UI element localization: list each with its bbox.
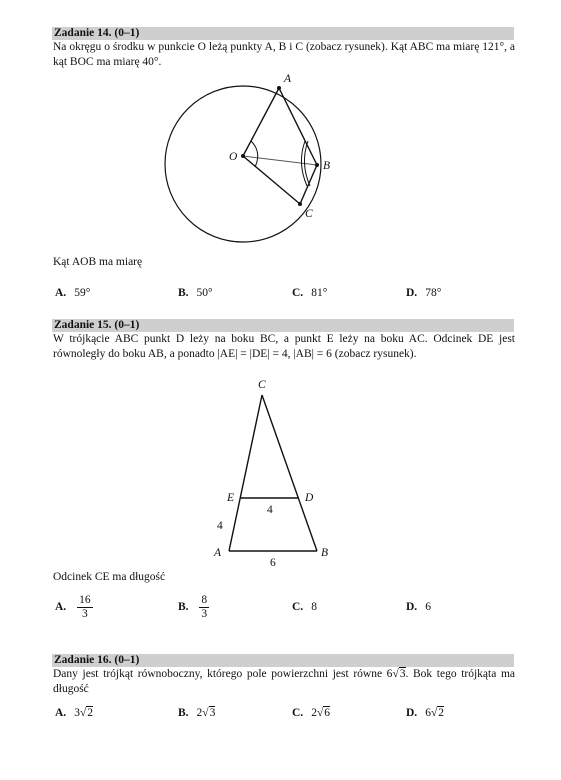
task16-answer-c[interactable]: C. 2√6 xyxy=(292,707,330,719)
label-D: D xyxy=(305,492,314,504)
task16-answer-d[interactable]: D. 6√2 xyxy=(406,707,444,719)
task14-text: Na okręgu o środku w punkcie O leżą punkty A, B i C (zobacz rysunek). Kąt ABC ma miarę 121°, a kąt BOC ma miarę 40°. xyxy=(53,41,515,68)
task16-text: Dany jest trójkąt równoboczny, którego pole powierzchni jest równe 6√3. Bok tego trójkąta ma długość xyxy=(53,668,515,695)
task15-answer-b[interactable]: B. $\frac{8}{3}$ xyxy=(178,594,208,620)
point-O xyxy=(241,154,245,158)
label-C: C xyxy=(258,379,266,391)
circle xyxy=(165,86,321,242)
sqrt-sign: √ xyxy=(392,668,399,680)
fraction: $\frac{16}{3}$ xyxy=(79,594,91,620)
point-B xyxy=(315,163,319,167)
label-A: A xyxy=(284,73,292,85)
task16-header: Zadanie 16. (0–1) xyxy=(52,654,514,667)
segment-OA xyxy=(243,88,279,156)
task15-answer-c[interactable]: C. 8 xyxy=(292,601,317,613)
label-C: C xyxy=(305,208,313,220)
label-B: B xyxy=(321,547,329,559)
label-B: B xyxy=(323,160,331,172)
task16-answer-a[interactable]: A. 3√2 xyxy=(55,707,93,719)
segment-OB xyxy=(243,156,317,165)
segment-OC xyxy=(243,156,300,204)
task15-answer-a[interactable]: A. $\frac{16}{3}$ xyxy=(55,594,91,620)
task14-answer-b[interactable]: B. 50° xyxy=(178,287,213,299)
point-C xyxy=(298,202,302,206)
label-O: O xyxy=(229,151,238,163)
task15-answer-d[interactable]: D. 6 xyxy=(406,601,431,613)
task14-answer-d[interactable]: D. 78° xyxy=(406,287,442,299)
label-AB-length: 6 xyxy=(270,557,276,569)
label-A: A xyxy=(214,547,222,559)
task14-answer-a[interactable]: A. 59° xyxy=(55,287,91,299)
fraction: $\frac{8}{3}$ xyxy=(201,594,208,620)
side-AC xyxy=(229,395,262,551)
label-DE-length: 4 xyxy=(267,504,273,516)
task15-triangle-figure xyxy=(0,375,561,585)
label-AE-length: 4 xyxy=(217,520,223,532)
task14-answer-c[interactable]: C. 81° xyxy=(292,287,328,299)
label-E: E xyxy=(227,492,235,504)
point-A xyxy=(277,86,281,90)
task14-circle-figure xyxy=(0,60,561,320)
side-BC xyxy=(262,395,317,551)
task15-question: Odcinek CE ma długość xyxy=(53,571,166,583)
task16-answer-b[interactable]: B. 2√3 xyxy=(178,707,216,719)
task14-question: Kąt AOB ma miarę xyxy=(53,256,143,268)
task14-header: Zadanie 14. (0–1) xyxy=(52,27,514,40)
task15-text: W trójkącie ABC punkt D leży na boku BC, a punkt E leży na boku AC. Odcinek DE jest równoległy do boku AB, a ponadto |AE| = |DE| = 4, |AB| = 6 (zobacz rysunek). xyxy=(53,333,515,360)
task15-header: Zadanie 15. (0–1) xyxy=(52,319,514,332)
